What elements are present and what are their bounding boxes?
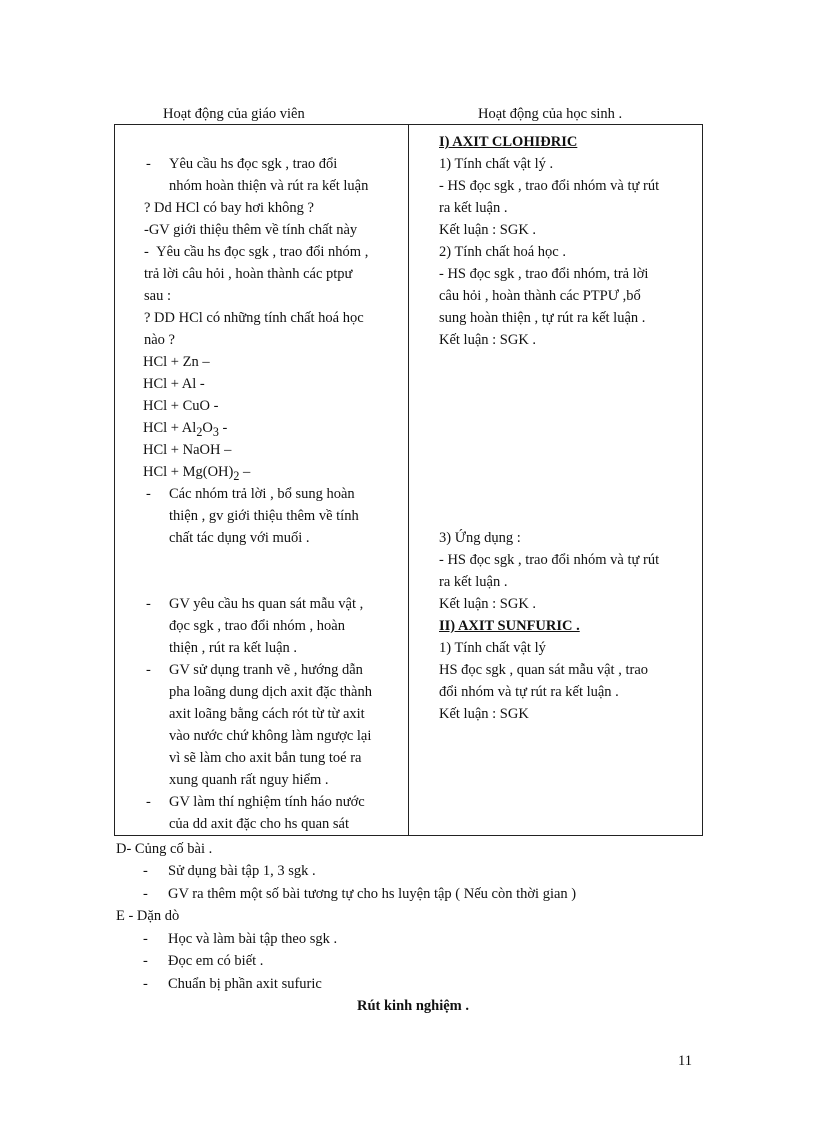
equation: HCl + $Al_2O_3$ -	[143, 420, 228, 439]
conclusion: Kết luận : SGK .	[439, 222, 537, 238]
column-divider	[408, 125, 409, 835]
teacher-column-header: Hoạt động của giáo viên	[163, 106, 305, 122]
equation: HCl + NaOH –	[143, 442, 232, 458]
section-d-title: D- Củng cố bài .	[116, 841, 213, 857]
list-item: - GV làm thí nghiệm tính háo nước	[146, 794, 365, 810]
list-item: - Yêu cầu hs đọc sgk , trao đổi	[146, 156, 338, 172]
list-item: - Yêu cầu hs đọc sgk , trao đổi nhóm ,	[144, 244, 369, 260]
section-title: II) AXIT SUNFURIC .	[439, 618, 580, 634]
equation: HCl + $Mg(OH)_2$ –	[143, 464, 251, 483]
page-number: 11	[678, 1053, 692, 1069]
conclusion: Kết luận : SGK .	[439, 596, 537, 612]
list-item: - Các nhóm trả lời , bổ sung hoàn	[146, 486, 355, 502]
teacher-activities: - Yêu cầu hs đọc sgk , trao đổi nhóm hoàn thiện và rút ra kết luận ? Dd HCl có bay hơi không ? -GV giới thiệu thêm về tính chất này - Yêu cầu hs đọc sgk , trao đổi nhóm , trả lời câu hỏi , hoàn thành các ptpư sau : ? DD HCl có những tính chất hoá học nào ? HCl + Zn – HCl + Al - HCl + CuO - HCl + $Al_2O_3$ - HCl + NaOH – HCl + $Mg(OH)_2$ – - Các nhóm trả lời , bổ sung hoàn thiện , gv giới thiệu thêm về tính chất tác dụng với muối . - GV yêu cầu hs quan sát mẫu vật , đọc sgk , trao đổi nhóm , hoàn thiện , rút ra kết luận . - GV sử dụng tranh vẽ , hướng dẫn pha loãng dung dịch axit đặc thành axit loãng bằng cách rót từ từ axit vào nước chứ không làm ngược lại vì sẽ làm cho axit bắn tung toé ra xung quanh rất nguy hiểm . - GV làm thí nghiệm tính háo nước của dd axit đặc cho hs quan sát	[115, 153, 407, 835]
question-line: ? DD HCl có những tính chất hoá học	[144, 310, 364, 326]
equation: HCl + Zn –	[143, 354, 210, 370]
conclusion: Kết luận : SGK	[439, 706, 529, 722]
section-e-title: E - Dặn dò	[116, 908, 180, 924]
student-activities: I) AXIT CLOHIĐRIC 1) Tính chất vật lý . - HS đọc sgk , trao đổi nhóm và tự rút ra kết luận . Kết luận : SGK . 2) Tính chất hoá học . - HS đọc sgk , trao đổi nhóm, trả lời câu hỏi , hoàn thành các PTPƯ ,bổ sung hoàn thiện , tự rút ra kết luận . Kết luận : SGK . 3) Ứng dụng : - HS đọc sgk , trao đổi nhóm và tự rút ra kết luận . Kết luận : SGK . II) AXIT SUNFURIC . 1) Tính chất vật lý HS đọc sgk , quan sát mẫu vật , trao đổi nhóm và tự rút ra kết luận . Kết luận : SGK	[439, 131, 704, 725]
student-column-header: Hoạt động của học sinh .	[478, 106, 623, 122]
activity-table	[114, 124, 703, 836]
equation: HCl + CuO -	[143, 398, 219, 414]
list-item: - GV sử dụng tranh vẽ , hướng dẫn	[146, 662, 363, 678]
section-title: I) AXIT CLOHIĐRIC	[439, 134, 578, 150]
equation: HCl + Al -	[143, 376, 205, 392]
question-line: ? Dd HCl có bay hơi không ?	[144, 200, 314, 216]
closing-heading: Rút kinh nghiệm .	[357, 998, 470, 1014]
list-item: - GV yêu cầu hs quan sát mẫu vật ,	[146, 596, 364, 612]
conclusion: Kết luận : SGK .	[439, 332, 537, 348]
